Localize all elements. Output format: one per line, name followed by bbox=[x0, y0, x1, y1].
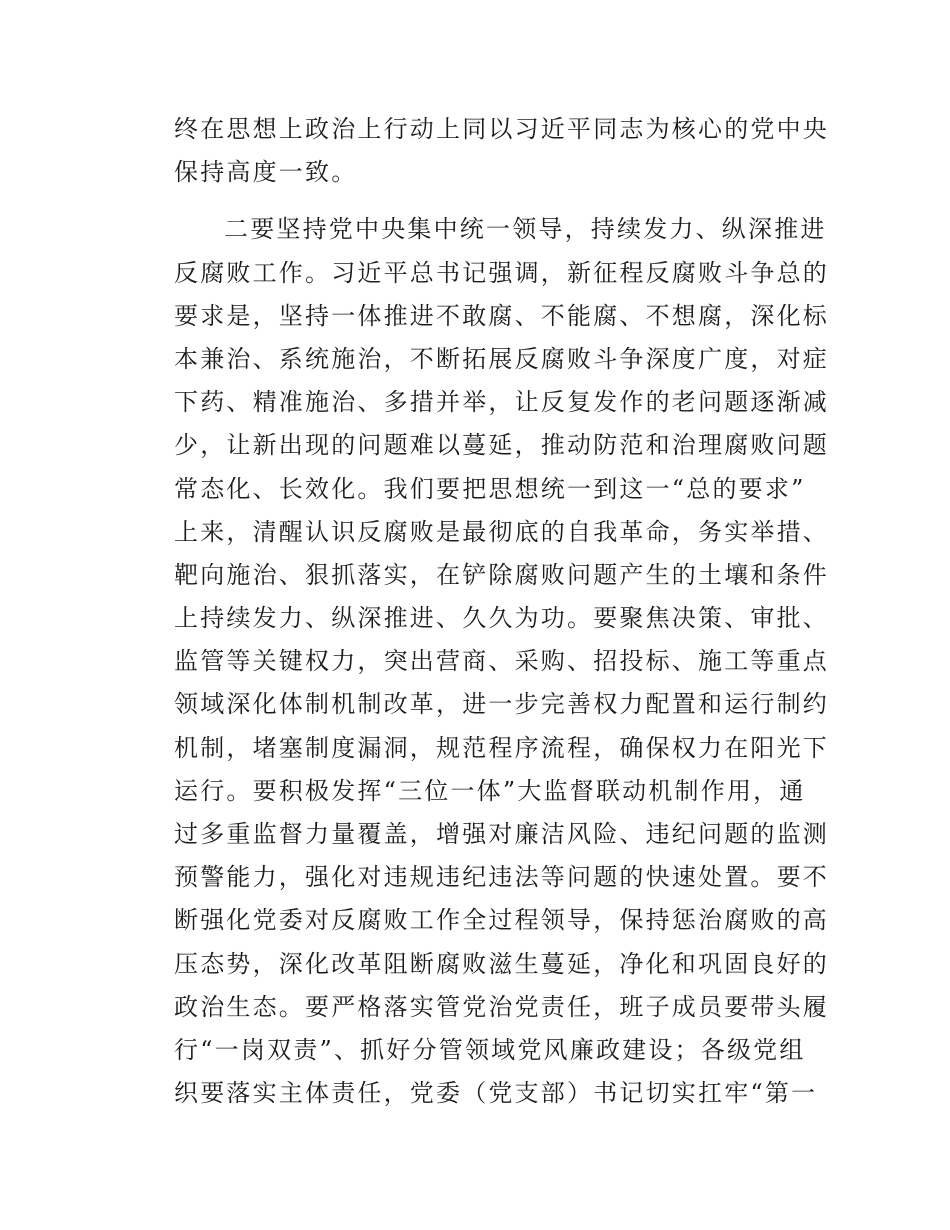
text-line: 预警能力，强化对违规违纪违法等问题的快速处置。要不 bbox=[174, 863, 829, 892]
text-line: 上持续发力、纵深推进、久久为功。要聚焦决策、审批、 bbox=[174, 604, 829, 633]
text-line: 断强化党委对反腐败工作全过程领导，保持惩治腐败的高 bbox=[174, 906, 829, 935]
text-line: 机制，堵塞制度漏洞，规范程序流程，确保权力在阳光下 bbox=[174, 733, 829, 762]
text-line: 下药、精准施治、多措并举，让反复发作的老问题逐渐减 bbox=[174, 388, 829, 417]
text-line: 上来，清醒认识反腐败是最彻底的自我革命，务实举措、 bbox=[174, 517, 829, 546]
text-line: 监管等关键权力，突出营商、采购、招投标、施工等重点 bbox=[174, 647, 829, 676]
text-line: 行“一岗双责”、抓好分管领域党风廉政建设；各级党组 bbox=[174, 1035, 806, 1064]
text-line: 领域深化体制机制改革，进一步完善权力配置和运行制约 bbox=[174, 690, 829, 719]
text-line: 终在思想上政治上行动上同以习近平同志为核心的党中央 bbox=[174, 115, 829, 143]
text-line: 少，让新出现的问题难以蔓延，推动防范和治理腐败问题 bbox=[174, 431, 829, 460]
text-line: 织要落实主体责任，党委（党支部）书记切实扛牢“第一 bbox=[174, 1079, 818, 1108]
text-line: 要求是，坚持一体推进不敢腐、不能腐、不想腐，深化标 bbox=[174, 301, 829, 330]
paragraph-first-line: 二要坚持党中央集中统一领导，持续发力、纵深推进 bbox=[224, 215, 827, 244]
text-line: 政治生态。要严格落实管党治党责任，班子成员要带头履 bbox=[174, 992, 829, 1021]
text-line: 保持高度一致。 bbox=[174, 158, 358, 187]
text-line: 过多重监督力量覆盖，增强对廉洁风险、违纪问题的监测 bbox=[174, 820, 829, 848]
document-body bbox=[174, 108, 829, 1115]
text-line: 压态势，深化改革阻断腐败滋生蔓延，净化和巩固良好的 bbox=[174, 949, 829, 978]
text-line: 常态化、长效化。我们要把思想统一到这一“总的要求” bbox=[174, 474, 806, 503]
text-line: 靶向施治、狠抓落实，在铲除腐败问题产生的土壤和条件 bbox=[174, 560, 829, 589]
text-line: 运行。要积极发挥“三位一体”大监督联动机制作用，通 bbox=[174, 776, 806, 805]
text-line: 本兼治、系统施治，不断拓展反腐败斗争深度广度，对症 bbox=[174, 344, 829, 373]
text-line: 反腐败工作。习近平总书记强调，新征程反腐败斗争总的 bbox=[174, 258, 829, 287]
